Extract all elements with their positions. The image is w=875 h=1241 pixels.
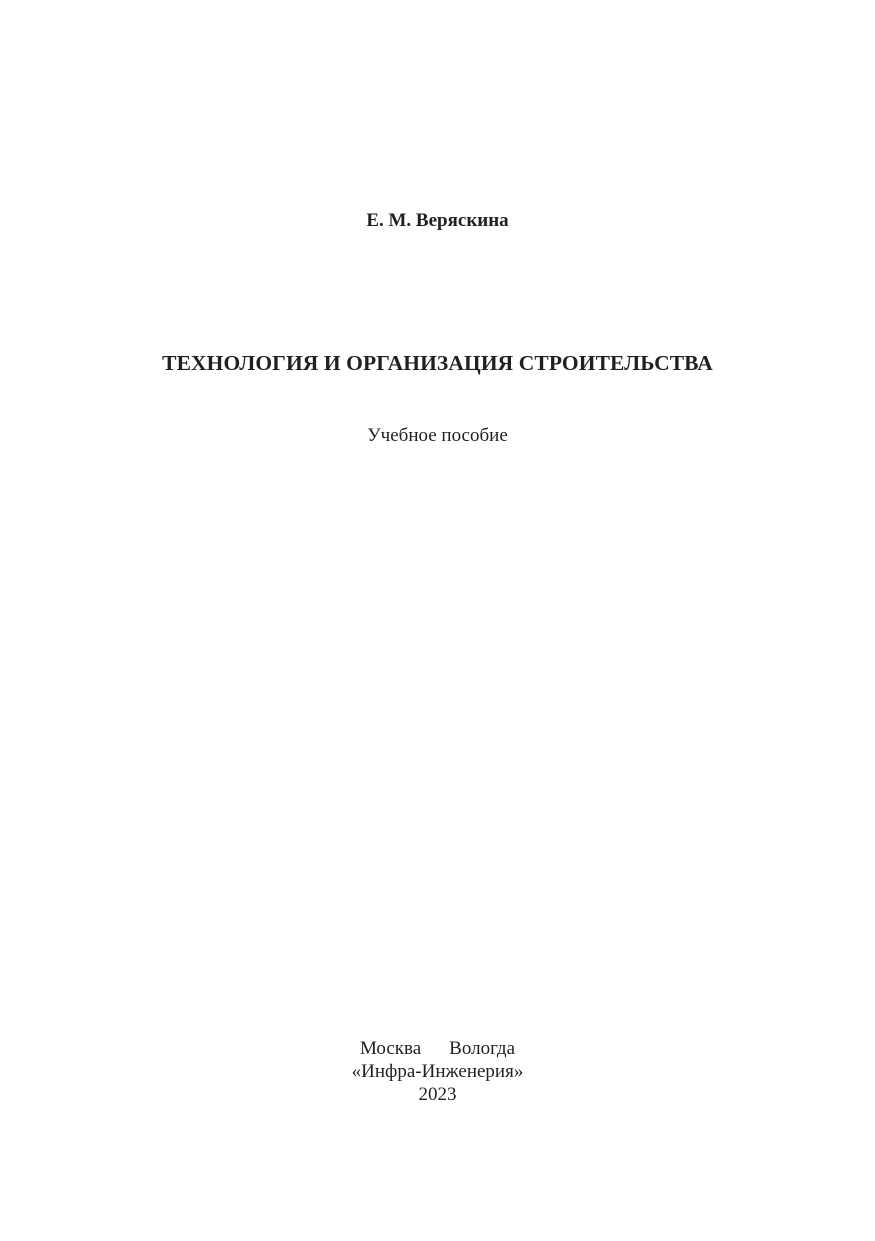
book-subtitle: Учебное пособие [367,425,508,446]
author-name: Е. М. Веряскина [366,210,509,231]
city-vologda: Вологда [449,1038,516,1059]
city-moscow: Москва [359,1038,422,1059]
publisher-name: «Инфра-Инженерия» [351,1061,524,1082]
book-title: ТЕХНОЛОГИЯ И ОРГАНИЗАЦИЯ СТРОИТЕЛЬСТВА [162,351,713,375]
imprint-block [0,1037,875,1106]
publication-cities [0,1037,875,1060]
publication-year: 2023 [418,1084,457,1105]
